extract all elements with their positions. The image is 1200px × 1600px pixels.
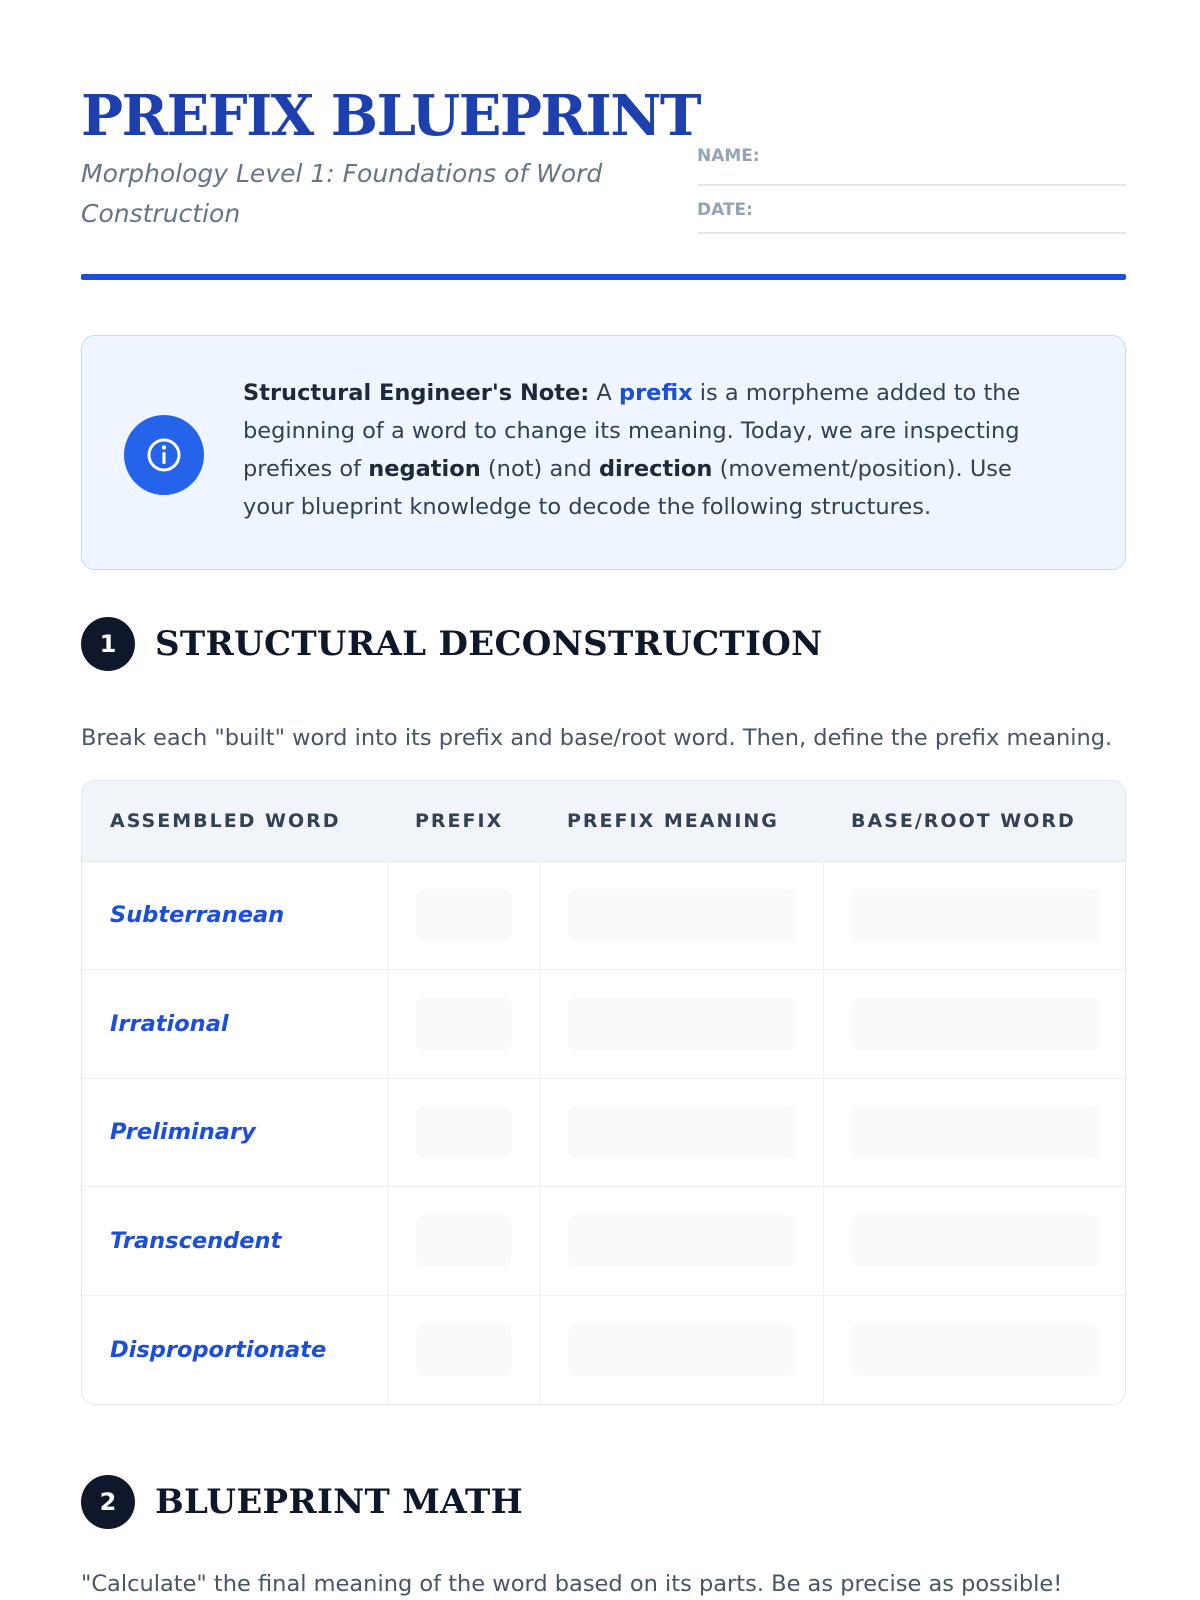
prefix-meaning-answer-field[interactable] xyxy=(568,998,795,1050)
student-info xyxy=(697,146,1126,234)
engineer-note-callout xyxy=(81,335,1126,570)
note-keyword-direction: direction xyxy=(598,456,713,482)
base-root-answer-field[interactable] xyxy=(852,1215,1100,1267)
name-field[interactable] xyxy=(697,146,1126,186)
deconstruction-table xyxy=(81,780,1126,1405)
prefix-meaning-answer-field[interactable] xyxy=(568,1106,795,1158)
base-root-answer-field[interactable] xyxy=(852,998,1100,1050)
note-text: Structural Engineer's Note: A prefix is a morpheme added to the beginning of a word to change its meaning. Today, we are inspecting prefixes of negation (not) and direction (movement/position). Use your blueprint knowledge to decode the following structures. xyxy=(243,380,1021,520)
base-root-answer-field[interactable] xyxy=(852,1106,1100,1158)
assembled-word: Subterranean xyxy=(110,902,285,929)
base-root-answer-field[interactable] xyxy=(852,1324,1100,1376)
prefix-answer-field[interactable] xyxy=(416,1215,511,1267)
prefix-meaning-answer-field[interactable] xyxy=(568,1215,795,1267)
table-row xyxy=(82,1295,1126,1404)
prefix-answer-field[interactable] xyxy=(416,998,511,1050)
section-number-badge: 1 xyxy=(81,617,135,671)
prefix-meaning-answer-field[interactable] xyxy=(568,889,795,941)
section-title: STRUCTURAL DECONSTRUCTION xyxy=(155,624,823,664)
page-subtitle: Morphology Level 1: Foundations of Word Construction xyxy=(81,159,603,228)
worksheet-header xyxy=(81,80,1126,280)
section-blueprint-math xyxy=(81,1475,1126,1529)
section-title: BLUEPRINT MATH xyxy=(155,1482,524,1522)
header-divider xyxy=(81,274,1126,280)
section-2-instructions-wrap xyxy=(81,1571,1126,1597)
assembled-word: Preliminary xyxy=(110,1119,256,1146)
table-row xyxy=(82,1078,1126,1187)
column-header: BASE/ROOT WORD xyxy=(823,781,1126,861)
section-1-instructions: Break each "built" word into its prefix and base/root word. Then, define the prefix meaning. xyxy=(81,725,1113,751)
page-title: PREFIX BLUEPRINT xyxy=(81,83,701,149)
column-header: PREFIX MEANING xyxy=(539,781,823,861)
table-row xyxy=(82,861,1126,970)
section-2-instructions: "Calculate" the final meaning of the word based on its parts. Be as precise as possible! xyxy=(81,1571,1063,1597)
column-header: PREFIX xyxy=(387,781,539,861)
table-row xyxy=(82,970,1126,1079)
table-header-row xyxy=(82,781,1126,861)
prefix-answer-field[interactable] xyxy=(416,1106,511,1158)
section-1-instructions-wrap xyxy=(81,725,1126,751)
prefix-answer-field[interactable] xyxy=(416,889,511,941)
name-label: NAME: xyxy=(697,146,760,166)
assembled-word: Disproportionate xyxy=(110,1336,327,1363)
note-keyword-prefix: prefix xyxy=(618,380,693,406)
date-field[interactable] xyxy=(697,186,1126,234)
base-root-answer-field[interactable] xyxy=(852,889,1100,941)
note-lead: Structural Engineer's Note: xyxy=(243,380,590,406)
table-row xyxy=(82,1187,1126,1296)
column-header: ASSEMBLED WORD xyxy=(82,781,387,861)
section-number-badge: 2 xyxy=(81,1475,135,1529)
note-keyword-negation: negation xyxy=(368,456,481,482)
assembled-word: Irrational xyxy=(110,1010,229,1037)
date-label: DATE: xyxy=(697,200,753,220)
info-icon xyxy=(124,415,204,495)
section-structural-deconstruction xyxy=(81,617,1126,671)
assembled-word: Transcendent xyxy=(110,1227,282,1254)
prefix-answer-field[interactable] xyxy=(416,1324,511,1376)
prefix-meaning-answer-field[interactable] xyxy=(568,1324,795,1376)
